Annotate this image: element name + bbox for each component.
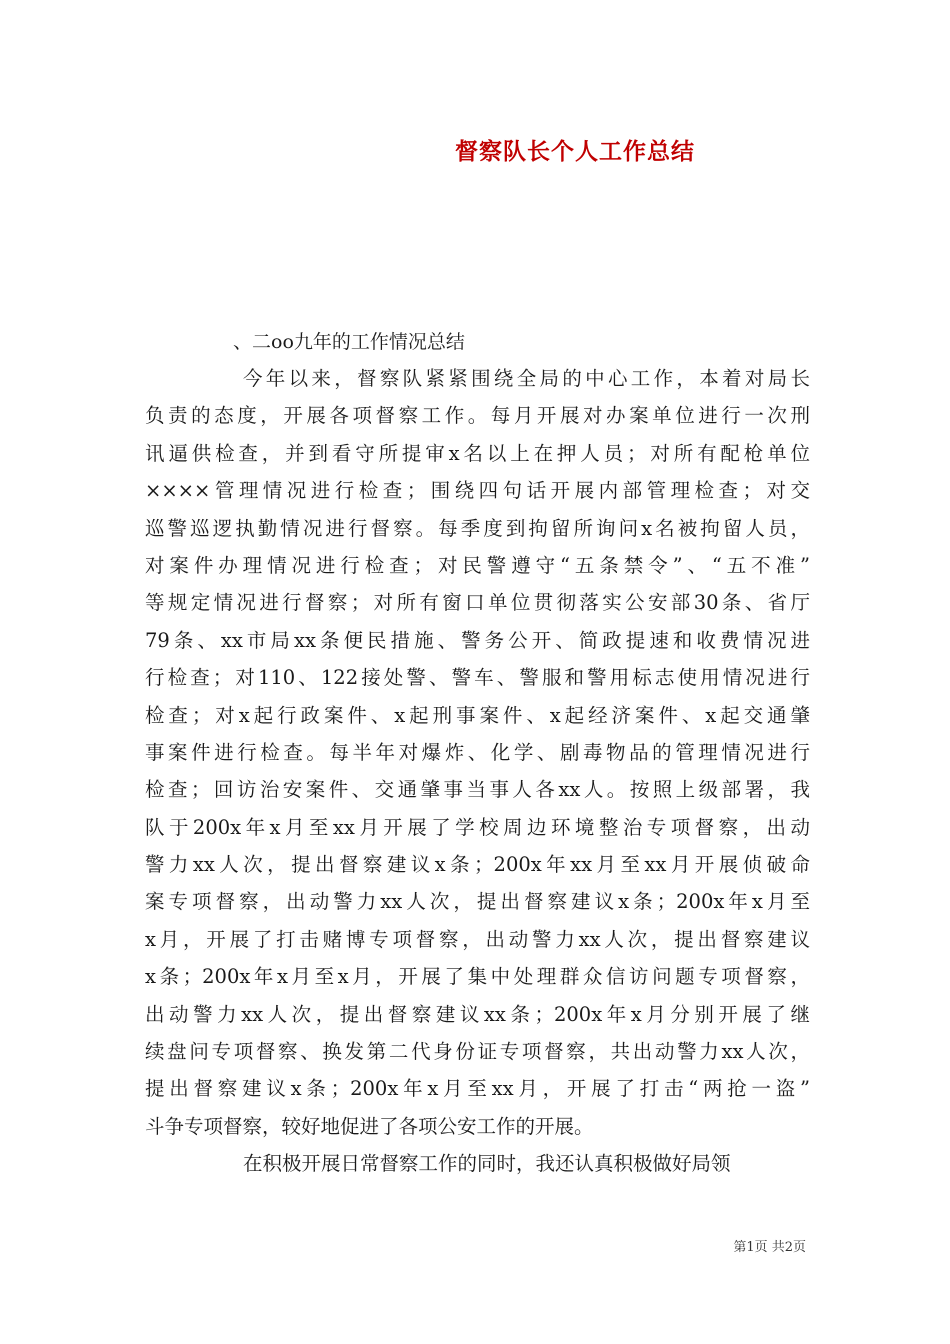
paragraph-line: 行检查；对110、122接处警、警车、警服和警用标志使用情况进行 — [145, 666, 810, 690]
paragraph-line: 检查；回访治安案件、交通肇事当事人各xx人。按照上级部署，我 — [145, 778, 810, 802]
paragraph-line: 续盘问专项督察、换发第二代身份证专项督察，共出动警力xx人次， — [145, 1040, 810, 1064]
paragraph-line: 队于200x年x月至xx月开展了学校周边环境整治专项督察，出动 — [145, 815, 810, 839]
paragraph-line: 在积极开展日常督察工作的同时，我还认真积极做好局领 — [243, 1152, 731, 1176]
paragraph-line: 对案件办理情况进行检查；对民警遵守“五条禁令”、“五不准” — [145, 553, 810, 577]
paragraph-line: x条；200x年x月至x月，开展了集中处理群众信访问题专项督察， — [145, 965, 810, 989]
paragraph-line: 讯逼供检查，并到看守所提审x名以上在押人员；对所有配枪单位 — [145, 441, 810, 465]
paragraph-line: 事案件进行检查。每半年对爆炸、化学、剧毒物品的管理情况进行 — [145, 740, 810, 764]
document-title: 督察队长个人工作总结 — [455, 139, 695, 165]
paragraph-line: 巡警巡逻执勤情况进行督察。每季度到拘留所询问x名被拘留人员， — [145, 516, 810, 540]
paragraph-line: 79条、xx市局xx条便民措施、警务公开、简政提速和收费情况进 — [145, 628, 810, 652]
paragraph-line: 负责的态度，开展各项督察工作。每月开展对办案单位进行一次刑 — [145, 404, 810, 428]
paragraph-line: 斗争专项督察，较好地促进了各项公安工作的开展。 — [145, 1114, 594, 1138]
paragraph-line: x月，开展了打击赌博专项督察，出动警力xx人次，提出督察建议 — [145, 927, 810, 951]
paragraph-line: 检查；对x起行政案件、x起刑事案件、x起经济案件、x起交通肇 — [145, 703, 810, 727]
paragraph-line: ××××管理情况进行检查；围绕四句话开展内部管理检查；对交 — [145, 479, 810, 503]
paragraph-line: 出动警力xx人次，提出督察建议xx条；200x年x月分别开展了继 — [145, 1002, 810, 1026]
paragraph-line: 等规定情况进行督察；对所有窗口单位贯彻落实公安部30条、省厅 — [145, 591, 810, 615]
paragraph-line: 警力xx人次，提出督察建议x条；200x年xx月至xx月开展侦破命 — [145, 853, 810, 877]
paragraph-line: 提出督察建议x条；200x年x月至xx月，开展了打击“两抢一盗” — [145, 1077, 810, 1101]
page-number-footer: 第1页 共2页 — [733, 1240, 806, 1255]
paragraph-line: 案专项督察，出动警力xx人次，提出督察建议x条；200x年x月至 — [145, 890, 810, 914]
section-heading: 、二oo九年的工作情况总结 — [233, 331, 465, 353]
paragraph-line: 今年以来，督察队紧紧围绕全局的中心工作，本着对局长 — [243, 367, 810, 390]
body-text — [145, 360, 810, 1183]
